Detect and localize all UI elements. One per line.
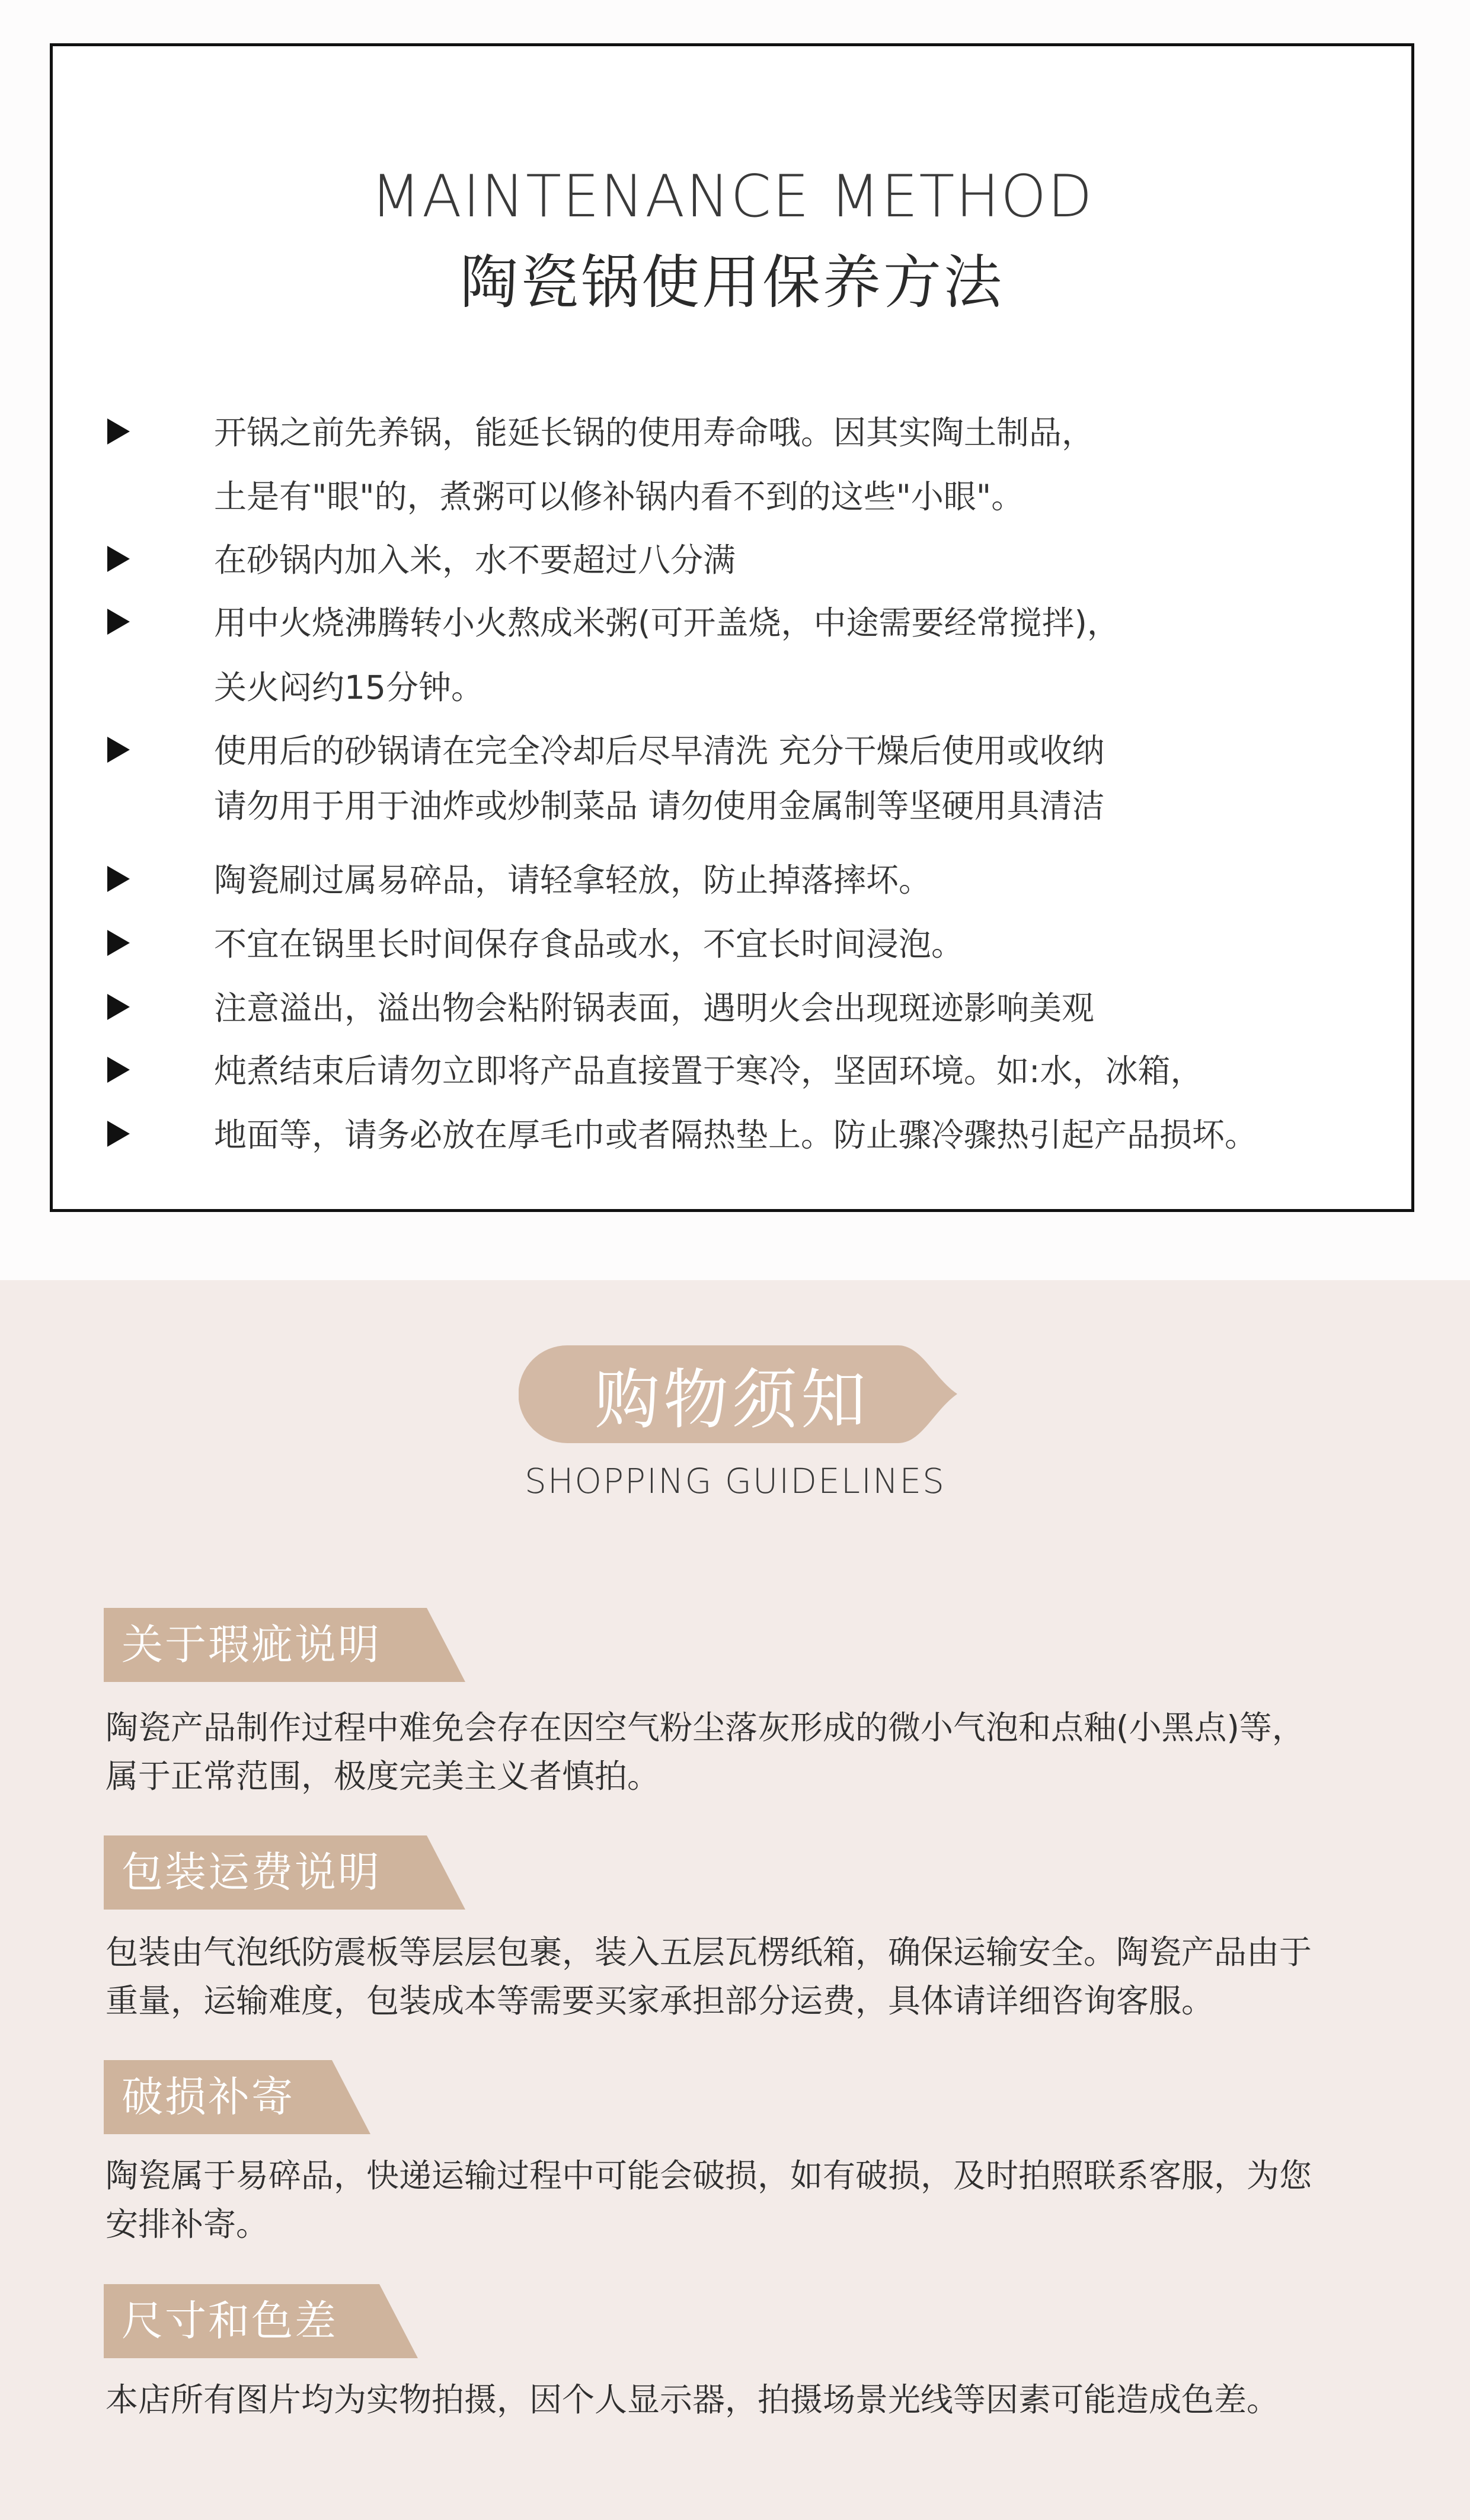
- list-item-line: 使用后的砂锅请在完全冷却后尽早清洗 充分干燥后使用或收纳: [214, 732, 1105, 770]
- section-body-line: 本店所有图片均为实物拍摄，因个人显示器，拍摄场景光线等因素可能造成色差。: [106, 2381, 1280, 2419]
- section-body-defects: [106, 1703, 1427, 1801]
- shopping-guidelines-section: [0, 1280, 1470, 2520]
- list-item-line: 开锅之前先养锅，能延长锅的使用寿命哦。因其实陶土制品，: [214, 414, 1095, 452]
- section-body-size-color: [106, 2375, 1427, 2424]
- triangle-bullet-icon: [107, 994, 130, 1020]
- maintenance-title-zh: 陶瓷锅使用保养方法: [459, 249, 1004, 316]
- section-tag-shipping: [104, 1835, 465, 1910]
- section-tag-label: 破损补寄: [122, 2073, 295, 2121]
- list-item-line: 关火闷约15分钟。: [214, 669, 484, 706]
- triangle-bullet-icon: [107, 609, 130, 635]
- section-tag-label: 包装运费说明: [122, 1848, 381, 1897]
- maintenance-title-en: MAINTENANCE METHOD: [370, 163, 1094, 231]
- triangle-bullet-icon: [107, 737, 130, 763]
- triangle-bullet-icon: [107, 1057, 130, 1083]
- section-body-line: 包装由气泡纸防震板等层层包裹，装入五层瓦楞纸箱，确保运输安全。陶瓷产品由于: [106, 1933, 1312, 1971]
- list-item-line: 土是有"眼"的，煮粥可以修补锅内看不到的这些"小眼"。: [214, 478, 1024, 516]
- list-item-line: 注意溢出，溢出物会粘附锅表面，遇明火会出现斑迹影响美观: [214, 989, 1095, 1027]
- guidelines-title-pill: [519, 1345, 957, 1443]
- section-body-line: 重量，运输难度，包装成本等需要买家承担部分运费，具体请详细咨询客服。: [106, 1982, 1215, 2020]
- section-body-line: 属于正常范围，极度完美主义者慎拍。: [106, 1757, 660, 1795]
- list-item-line: 陶瓷刷过属易碎品，请轻拿轻放，防止掉落摔坏。: [214, 861, 932, 899]
- list-item-line: 不宜在锅里长时间保存食品或水，不宜长时间浸泡。: [214, 925, 964, 963]
- list-item-line: 地面等，请务必放在厚毛巾或者隔热垫上。防止骤冷骤热引起产品损坏。: [214, 1116, 1258, 1154]
- section-body-line: 陶瓷产品制作过程中难免会存在因空气粉尘落灰形成的微小气泡和点釉(小黑点)等，: [106, 1709, 1305, 1747]
- triangle-bullet-icon: [107, 418, 130, 444]
- list-item-line: 请勿用于用于油炸或炒制菜品 请勿使用金属制等坚硬用具清洁: [214, 787, 1105, 825]
- section-tag-label: 尺寸和色差: [122, 2297, 338, 2345]
- triangle-bullet-icon: [107, 1121, 130, 1147]
- section-tag-size-color: [104, 2284, 418, 2358]
- guidelines-title-zh: 购物须知: [595, 1361, 870, 1438]
- section-body-line: 安排补寄。: [106, 2205, 269, 2243]
- list-item-line: 在砂锅内加入米，水不要超过八分满: [214, 541, 736, 579]
- guidelines-title-en: SHOPPING GUIDELINES: [525, 1461, 945, 1501]
- section-tag-damage: [104, 2060, 370, 2134]
- list-item-line: 用中火烧沸腾转小火熬成米粥(可开盖烧，中途需要经常搅拌)，: [214, 604, 1120, 642]
- section-body-damage: [106, 2151, 1427, 2249]
- maintenance-box: [50, 43, 1414, 1212]
- triangle-bullet-icon: [107, 546, 130, 572]
- triangle-bullet-icon: [107, 866, 130, 892]
- section-body-line: 陶瓷属于易碎品，快递运输过程中可能会破损，如有破损，及时拍照联系客服，为您: [106, 2157, 1312, 2195]
- list-item-line: 炖煮结束后请勿立即将产品直接置于寒冷，坚固环境。如:水，冰箱，: [214, 1052, 1203, 1090]
- section-body-shipping: [106, 1928, 1427, 2025]
- section-tag-label: 关于瑕疵说明: [122, 1620, 381, 1669]
- section-tag-defects: [104, 1608, 465, 1682]
- triangle-bullet-icon: [107, 930, 130, 956]
